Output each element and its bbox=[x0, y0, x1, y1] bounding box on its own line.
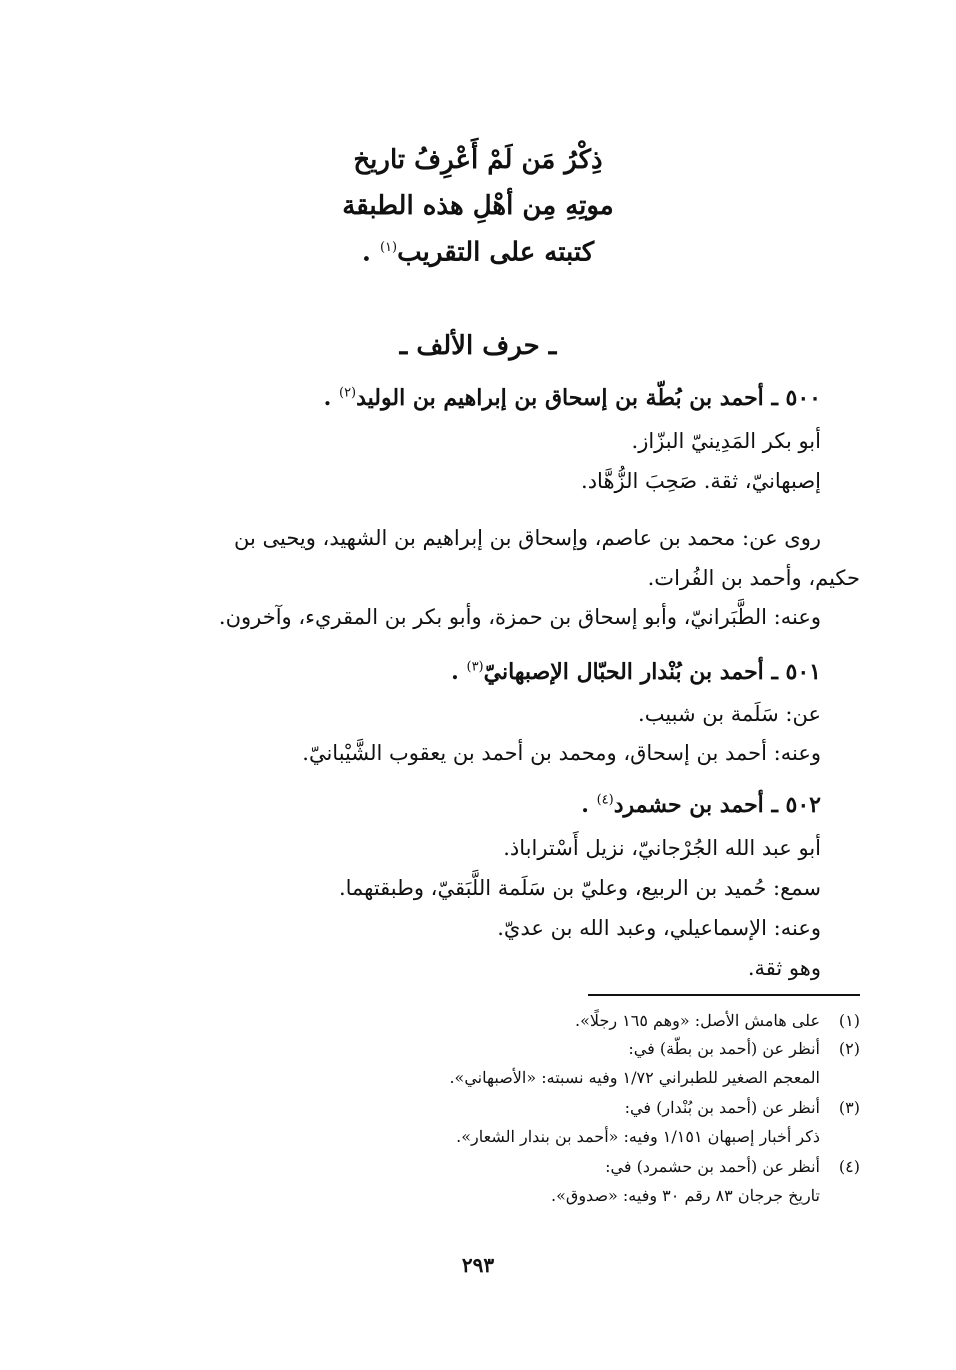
page-title-line-3 bbox=[0, 229, 956, 272]
footnote-3-source: ذكر أخبار إصبهان ١/١٥١ وفيه: «أحمد بن بندار الشعار». bbox=[456, 1127, 820, 1146]
title-text-3: كتبته على التقريب bbox=[397, 237, 595, 268]
entry-502-line-2: سمع: حُميد بن الربيع، وعليّ بن سَلَمة اللَّبَقيّ، وطبقتهما. bbox=[338, 876, 821, 900]
title-text-3-end: . bbox=[361, 237, 380, 268]
footnote-separator bbox=[588, 994, 860, 996]
footnote-text: أنظر عن (أحمد بن حشمرد) في: bbox=[605, 1157, 820, 1176]
entry-502-line-1: أبو عبد الله الجُرْجانيّ، نزيل أَسْتراباذ. bbox=[503, 836, 821, 860]
footnote-number: (٤) bbox=[838, 1157, 860, 1176]
footnote-ref-1: (١) bbox=[379, 240, 398, 255]
entry-500-heading: ٥٠٠ ـ أحمد بن بُطّة بن إسحاق بن إبراهيم بن الوليد$^{(٢)}$ . bbox=[323, 385, 821, 411]
entry-501-name: ٥٠١ ـ أحمد بن بُنْدار الحبّال الإصبهانيّ bbox=[483, 659, 821, 685]
footnote-3 bbox=[0, 1098, 860, 1117]
entry-500-line-5: وعنه: الطَّبَرانيّ، وأبو إسحاق بن حمزة، وأبو بكر بن المقريء، وآخرون. bbox=[218, 605, 821, 629]
footnote-ref-4: (٤) bbox=[596, 792, 614, 808]
entry-502-line-3: وعنه: الإسماعيلي، وعبد الله بن عديّ. bbox=[497, 916, 821, 940]
entry-500-name: ٥٠٠ ـ أحمد بن بُطّة بن إسحاق بن إبراهيم بن الوليد bbox=[356, 385, 821, 411]
footnote-2-source: المعجم الصغير للطبراني ١/٧٢ وفيه نسبته: «الأصبهاني». bbox=[449, 1068, 820, 1087]
footnote-text: أنظر عن (أحمد بن بُنْدار) في: bbox=[624, 1098, 820, 1117]
title-text-2: موتِهِ مِن أهْلِ هذه الطبقة bbox=[342, 191, 614, 221]
page-title-line-1 bbox=[0, 141, 956, 179]
footnote-4-source: تاريخ جرجان ٨٣ رقم ٣٠ وفيه: «صدوق». bbox=[551, 1186, 820, 1205]
footnote-4 bbox=[0, 1157, 860, 1176]
footnote-number: (١) bbox=[838, 1011, 860, 1030]
title-text-1: ذِكْرُ مَن لَمْ أَعْرِفُ تاريخ bbox=[353, 145, 603, 175]
footnote-ref-2: (٢) bbox=[338, 385, 357, 401]
entry-500-line-3: روى عن: محمد بن عاصم، وإسحاق بن إبراهيم بن الشهيد، ويحيى بن bbox=[233, 526, 821, 550]
entry-502-line-4: وهو ثقة. bbox=[747, 956, 821, 980]
footnote-number: (٣) bbox=[838, 1098, 860, 1117]
footnote-ref-3: (٣) bbox=[466, 659, 484, 675]
entry-501-heading: ٥٠١ ـ أحمد بن بُنْدار الحبّال الإصبهانيّ$^{(٣)}$ . bbox=[451, 659, 821, 685]
entry-502-name: ٥٠٢ ـ أحمد بن حشمرد bbox=[613, 792, 821, 818]
footnote-1 bbox=[0, 1011, 860, 1030]
entry-501-line-1: عن: سَلَمة بن شبيب. bbox=[638, 702, 821, 726]
footnote-2 bbox=[0, 1039, 860, 1058]
footnote-number: (٢) bbox=[838, 1039, 860, 1058]
page-title-line-2 bbox=[0, 187, 956, 225]
footnote-text: على هامش الأصل: «وهم ١٦٥ رجلًا». bbox=[575, 1011, 820, 1030]
entry-502-heading: ٥٠٢ ـ أحمد بن حشمرد$^{(٤)}$ . bbox=[581, 792, 821, 818]
page-number: ٢٩٣ bbox=[461, 1253, 495, 1277]
entry-500-line-2: إصبهانيّ، ثقة. صَحِبَ الزُّهَّاد. bbox=[581, 469, 821, 493]
section-heading: ـ حرف الألف ـ bbox=[399, 331, 557, 361]
entry-500-line-1: أبو بكر المَدِينيّ البزّاز. bbox=[631, 429, 821, 453]
footnote-text: أنظر عن (أحمد بن بطّة) في: bbox=[628, 1039, 820, 1058]
entry-501-line-2: وعنه: أحمد بن إسحاق، ومحمد بن أحمد بن يعقوب الشَّيْبانيّ. bbox=[302, 741, 821, 765]
entry-500-line-4: حكيم، وأحمد بن الفُرات. bbox=[647, 566, 860, 590]
